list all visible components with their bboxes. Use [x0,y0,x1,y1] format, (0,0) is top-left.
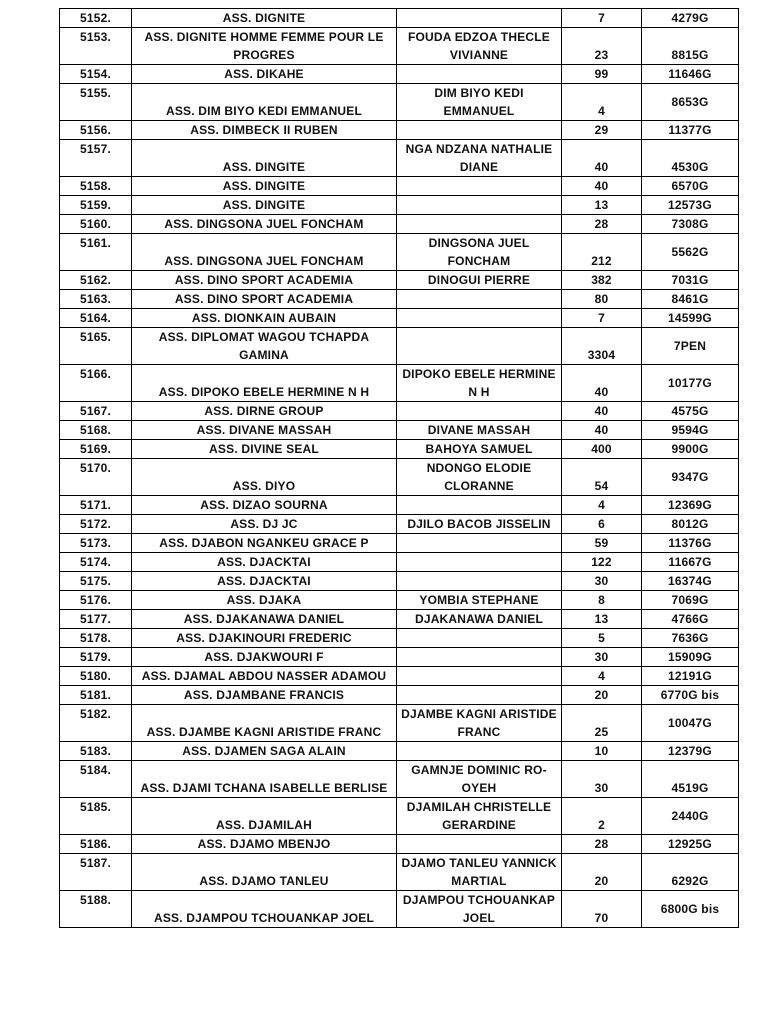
member-count: 28 [562,215,642,234]
representative-name [397,742,562,761]
association-name: ASS. DJACKTAI [132,553,397,572]
entry-number: 5165. [60,328,132,365]
representative-name [397,629,562,648]
representative-name [397,9,562,28]
association-name: ASS. DJAMO MBENJO [132,835,397,854]
representative-name [397,686,562,705]
member-count: 212 [562,234,642,271]
representative-name [397,196,562,215]
registration-reference: 11377G [642,121,739,140]
entry-number: 5160. [60,215,132,234]
registration-reference: 8012G [642,515,739,534]
entry-number: 5185. [60,798,132,835]
registration-reference: 10177G [642,365,739,402]
member-count: 70 [562,891,642,928]
entry-number: 5163. [60,290,132,309]
entry-number: 5168. [60,421,132,440]
entry-number: 5173. [60,534,132,553]
representative-name: DIM BIYO KEDI EMMANUEL [397,84,562,121]
registration-reference: 10047G [642,705,739,742]
association-name: ASS. DIVANE MASSAH [132,421,397,440]
entry-number: 5183. [60,742,132,761]
association-name: ASS. DIMBECK II RUBEN [132,121,397,140]
registration-reference: 4575G [642,402,739,421]
member-count: 13 [562,610,642,629]
registration-reference: 4530G [642,140,739,177]
association-name: ASS. DIGNITE HOMME FEMME POUR LE PROGRES [132,28,397,65]
association-name: ASS. DJAMBANE FRANCIS [132,686,397,705]
association-name: ASS. DJAKA [132,591,397,610]
member-count: 54 [562,459,642,496]
registration-reference: 12573G [642,196,739,215]
association-name: ASS. DIRNE GROUP [132,402,397,421]
registration-reference: 11376G [642,534,739,553]
registration-reference: 4766G [642,610,739,629]
entry-number: 5159. [60,196,132,215]
registration-reference: 7636G [642,629,739,648]
entry-number: 5169. [60,440,132,459]
table-row [60,290,739,309]
entry-number: 5171. [60,496,132,515]
member-count: 20 [562,686,642,705]
association-name: ASS. DINGSONA JUEL FONCHAM [132,234,397,271]
table-row [60,761,739,798]
table-row [60,28,739,65]
representative-name [397,290,562,309]
entry-number: 5153. [60,28,132,65]
register-rows [60,9,739,928]
association-name: ASS. DINO SPORT ACADEMIA [132,290,397,309]
entry-number: 5174. [60,553,132,572]
registration-reference: 9900G [642,440,739,459]
entry-number: 5170. [60,459,132,496]
member-count: 4 [562,667,642,686]
registration-reference: 12925G [642,835,739,854]
association-name: ASS. DJABON NGANKEU GRACE P [132,534,397,553]
registration-reference: 4519G [642,761,739,798]
registration-reference: 6570G [642,177,739,196]
table-row [60,835,739,854]
entry-number: 5164. [60,309,132,328]
member-count: 28 [562,835,642,854]
registration-reference: 12369G [642,496,739,515]
entry-number: 5157. [60,140,132,177]
representative-name [397,496,562,515]
table-row [60,496,739,515]
registration-reference: 2440G [642,798,739,835]
registration-reference: 6292G [642,854,739,891]
association-name: ASS. DJAKWOURI F [132,648,397,667]
representative-name: DJAMPOU TCHOUANKAP JOEL [397,891,562,928]
table-row [60,798,739,835]
entry-number: 5155. [60,84,132,121]
entry-number: 5182. [60,705,132,742]
member-count: 30 [562,761,642,798]
table-row [60,121,739,140]
representative-name: DJAMILAH CHRISTELLE GERARDINE [397,798,562,835]
representative-name: DIPOKO EBELE HERMINE N H [397,365,562,402]
representative-name: DJAMBE KAGNI ARISTIDE FRANC [397,705,562,742]
association-name: ASS. DINGITE [132,140,397,177]
registration-reference: 5562G [642,234,739,271]
entry-number: 5187. [60,854,132,891]
representative-name: YOMBIA STEPHANE [397,591,562,610]
table-row [60,328,739,365]
member-count: 29 [562,121,642,140]
member-count: 40 [562,421,642,440]
member-count: 7 [562,309,642,328]
representative-name [397,835,562,854]
member-count: 59 [562,534,642,553]
representative-name: BAHOYA SAMUEL [397,440,562,459]
table-row [60,742,739,761]
representative-name [397,648,562,667]
table-row [60,667,739,686]
association-name: ASS. DJACKTAI [132,572,397,591]
member-count: 80 [562,290,642,309]
representative-name [397,65,562,84]
table-row [60,309,739,328]
member-count: 6 [562,515,642,534]
association-name: ASS. DIZAO SOURNA [132,496,397,515]
association-name: ASS. DJAMO TANLEU [132,854,397,891]
entry-number: 5178. [60,629,132,648]
association-name: ASS. DJ JC [132,515,397,534]
table-row [60,440,739,459]
entry-number: 5172. [60,515,132,534]
entry-number: 5175. [60,572,132,591]
association-name: ASS. DIM BIYO KEDI EMMANUEL [132,84,397,121]
representative-name: NGA NDZANA NATHALIE DIANE [397,140,562,177]
entry-number: 5166. [60,365,132,402]
entry-number: 5177. [60,610,132,629]
association-name: ASS. DIKAHE [132,65,397,84]
entry-number: 5158. [60,177,132,196]
entry-number: 5161. [60,234,132,271]
member-count: 99 [562,65,642,84]
member-count: 13 [562,196,642,215]
registration-reference: 15909G [642,648,739,667]
member-count: 10 [562,742,642,761]
member-count: 122 [562,553,642,572]
representative-name: DINGSONA JUEL FONCHAM [397,234,562,271]
association-name: ASS. DJAMEN SAGA ALAIN [132,742,397,761]
entry-number: 5186. [60,835,132,854]
entry-number: 5152. [60,9,132,28]
table-row [60,402,739,421]
representative-name: DINOGUI PIERRE [397,271,562,290]
member-count: 20 [562,854,642,891]
member-count: 3304 [562,328,642,365]
member-count: 30 [562,648,642,667]
table-row [60,610,739,629]
registration-reference: 7PEN [642,328,739,365]
registration-reference: 8461G [642,290,739,309]
table-row [60,177,739,196]
table-row [60,572,739,591]
member-count: 40 [562,140,642,177]
association-name: ASS. DINO SPORT ACADEMIA [132,271,397,290]
representative-name: DIVANE MASSAH [397,421,562,440]
entry-number: 5176. [60,591,132,610]
representative-name: FOUDA EDZOA THECLE VIVIANNE [397,28,562,65]
representative-name: DJAKANAWA DANIEL [397,610,562,629]
table-row [60,629,739,648]
table-row [60,591,739,610]
association-register-table [59,8,739,928]
table-row [60,84,739,121]
registration-reference: 4279G [642,9,739,28]
association-name: ASS. DJAMILAH [132,798,397,835]
association-name: ASS. DINGITE [132,196,397,215]
representative-name [397,215,562,234]
member-count: 400 [562,440,642,459]
member-count: 382 [562,271,642,290]
member-count: 4 [562,496,642,515]
table-row [60,534,739,553]
registration-reference: 9347G [642,459,739,496]
association-name: ASS. DIPLOMAT WAGOU TCHAPDA GAMINA [132,328,397,365]
table-row [60,515,739,534]
registration-reference: 11667G [642,553,739,572]
entry-number: 5162. [60,271,132,290]
member-count: 7 [562,9,642,28]
representative-name: NDONGO ELODIE CLORANNE [397,459,562,496]
association-name: ASS. DJAMPOU TCHOUANKAP JOEL [132,891,397,928]
member-count: 40 [562,177,642,196]
representative-name [397,534,562,553]
table-row [60,196,739,215]
association-name: ASS. DIYO [132,459,397,496]
representative-name: GAMNJE DOMINIC RO-OYEH [397,761,562,798]
representative-name [397,667,562,686]
member-count: 40 [562,365,642,402]
table-row [60,854,739,891]
table-row [60,648,739,667]
association-name: ASS. DINGSONA JUEL FONCHAM [132,215,397,234]
representative-name [397,309,562,328]
table-row [60,215,739,234]
association-name: ASS. DJAMBE KAGNI ARISTIDE FRANC [132,705,397,742]
association-name: ASS. DJAMI TCHANA ISABELLE BERLISE [132,761,397,798]
table-row [60,365,739,402]
member-count: 23 [562,28,642,65]
representative-name [397,177,562,196]
representative-name: DJAMO TANLEU YANNICK MARTIAL [397,854,562,891]
table-row [60,140,739,177]
entry-number: 5167. [60,402,132,421]
member-count: 8 [562,591,642,610]
registration-reference: 6770G bis [642,686,739,705]
entry-number: 5179. [60,648,132,667]
representative-name [397,328,562,365]
association-name: ASS. DIGNITE [132,9,397,28]
registration-reference: 8815G [642,28,739,65]
association-register-page [59,8,738,938]
entry-number: 5154. [60,65,132,84]
registration-reference: 12379G [642,742,739,761]
table-row [60,234,739,271]
registration-reference: 7069G [642,591,739,610]
representative-name: DJILO BACOB JISSELIN [397,515,562,534]
representative-name [397,121,562,140]
registration-reference: 7031G [642,271,739,290]
association-name: ASS. DJAKINOURI FREDERIC [132,629,397,648]
member-count: 2 [562,798,642,835]
table-row [60,65,739,84]
representative-name [397,553,562,572]
table-row [60,421,739,440]
member-count: 25 [562,705,642,742]
entry-number: 5184. [60,761,132,798]
entry-number: 5181. [60,686,132,705]
table-row [60,891,739,928]
registration-reference: 6800G bis [642,891,739,928]
registration-reference: 7308G [642,215,739,234]
association-name: ASS. DIVINE SEAL [132,440,397,459]
member-count: 5 [562,629,642,648]
association-name: ASS. DINGITE [132,177,397,196]
registration-reference: 11646G [642,65,739,84]
member-count: 4 [562,84,642,121]
association-name: ASS. DIONKAIN AUBAIN [132,309,397,328]
registration-reference: 14599G [642,309,739,328]
representative-name [397,402,562,421]
registration-reference: 9594G [642,421,739,440]
registration-reference: 8653G [642,84,739,121]
member-count: 40 [562,402,642,421]
representative-name [397,572,562,591]
association-name: ASS. DJAMAL ABDOU NASSER ADAMOU [132,667,397,686]
member-count: 30 [562,572,642,591]
table-row [60,705,739,742]
entry-number: 5180. [60,667,132,686]
registration-reference: 16374G [642,572,739,591]
table-row [60,686,739,705]
table-row [60,553,739,572]
entry-number: 5188. [60,891,132,928]
table-row [60,9,739,28]
entry-number: 5156. [60,121,132,140]
association-name: ASS. DIPOKO EBELE HERMINE N H [132,365,397,402]
association-name: ASS. DJAKANAWA DANIEL [132,610,397,629]
table-row [60,271,739,290]
registration-reference: 12191G [642,667,739,686]
table-row [60,459,739,496]
